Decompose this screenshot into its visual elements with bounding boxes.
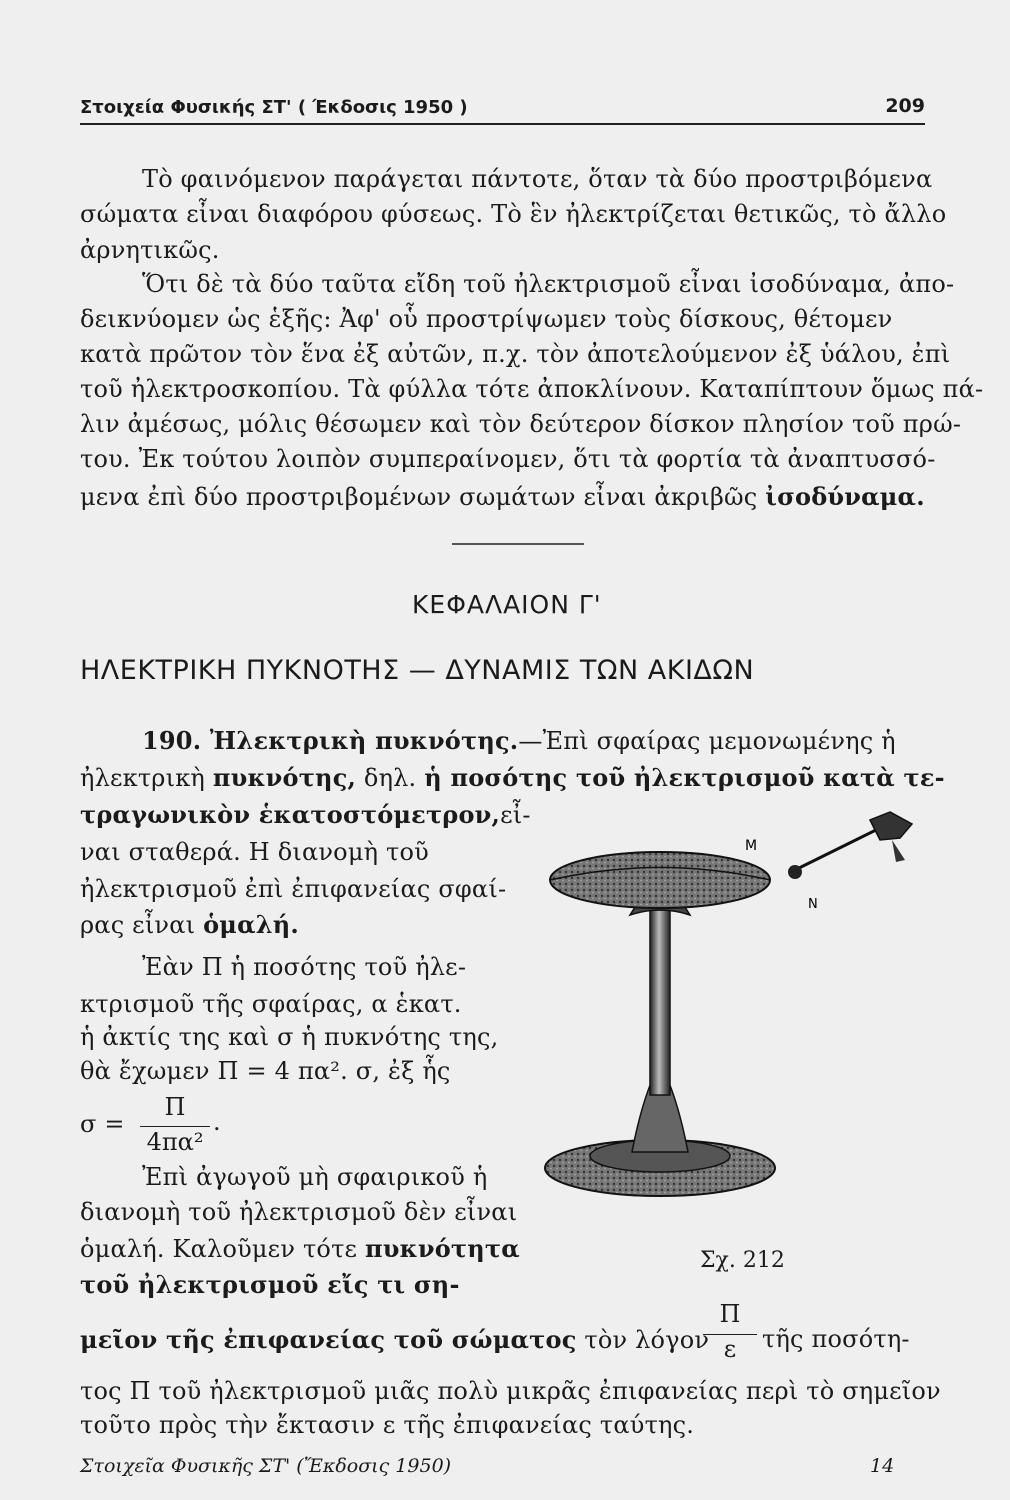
text-line [80, 1234, 520, 1263]
text-line: ναι σταθερά. Η διανομὴ τοῦ [80, 838, 429, 866]
emphasis-text: ὁμαλή. [203, 910, 299, 939]
fraction-denominator: ε [723, 1335, 737, 1363]
probe-grip [892, 840, 905, 862]
text-span: εἶ- [500, 801, 531, 829]
text-line: Ἐὰν Π ἡ ποσότης τοῦ ἠλε- [142, 953, 467, 981]
footer-text: Στοιχεῖα Φυσικῆς ΣΤ' (Ἔκδοσις 1950) [80, 1455, 452, 1477]
text-line: τοῦτο πρὸς τὴν ἔκτασιν ε τῆς ἐπιφανείας ταύτης. [80, 1411, 695, 1439]
figure-caption: Σχ. 212 [700, 1248, 785, 1273]
emphasis-text: πυκνότητα [365, 1234, 520, 1263]
text-line: Ἐπὶ ἀγωγοῦ μὴ σφαιρικοῦ ἡ [142, 1163, 488, 1191]
text-line: τοῦ ἠλεκτρισμοῦ εἴς τι ση- [80, 1270, 460, 1299]
text-line: σώματα εἶναι διαφόρου φύσεως. Τὸ ἓν ἠλεκτρίζεται θετικῶς, τὸ ἄλλο [80, 200, 947, 228]
text-line: θὰ ἔχωμεν Π = 4 πα². σ, ἐξ ἧς [80, 1057, 451, 1085]
figure-conductor-stand [540, 810, 930, 1210]
text-line [80, 763, 945, 792]
text-line: κατὰ πρῶτον τὸν ἕνα ἐξ αὐτῶν, π.χ. τὸν ἀποτελούμενον ἐξ ὑάλου, ἐπὶ [80, 340, 951, 368]
stand-pole [650, 910, 670, 1095]
chapter-title: ΗΛΕΚΤΡΙΚΗ ΠΥΚΝΟΤΗΣ — ΔΥΝΑΜΙΣ ΤΩΝ ΑΚΙΔΩΝ [80, 655, 755, 686]
text-line: λιν ἀμέσως, μόλις θέσωμεν καὶ τὸν δεύτερον δίσκον πλησίον τοῦ πρώ- [80, 410, 962, 438]
conductor-disc [550, 852, 770, 908]
running-header [80, 95, 925, 125]
text-line [80, 482, 925, 511]
probe-rod [795, 828, 880, 870]
text-line: διανομὴ τοῦ ἠλεκτρισμοῦ δὲν εἶναι [80, 1198, 518, 1226]
probe-handle [870, 812, 912, 840]
text-span: δηλ. [363, 764, 417, 792]
divider [452, 543, 584, 545]
text-line: ἠλεκτρισμοῦ ἐπὶ ἐπιφανείας σφαί- [80, 875, 507, 903]
formula-period: . [213, 1108, 221, 1136]
text-line: τοῦ ἠλεκτροσκοπίου. Τὰ φύλλα τότε ἀποκλίνουν. Καταπίπτουν ὅμως πά- [80, 375, 984, 403]
fraction-numerator: Π [719, 1300, 741, 1328]
figure-label-n: N [808, 897, 818, 912]
text-line [80, 800, 531, 829]
text-line: Ὅτι δὲ τὰ δύο ταῦτα εἴδη τοῦ ἠλεκτρισμοῦ εἶναι ἰσοδύναμα, ἀπο- [142, 270, 955, 298]
text-span: ἠλεκτρικὴ [80, 764, 205, 792]
text-line [80, 1325, 709, 1354]
emphasis-text: πυκνότης, [212, 763, 357, 792]
emphasis-text: τραγωνικὸν ἑκατοστόμετρον, [80, 800, 501, 829]
figure-label-m: M [745, 838, 758, 854]
text-line [80, 910, 299, 939]
probe-tip [788, 865, 802, 879]
text-span: —Ἐπὶ σφαίρας μεμονωμένης ἡ [518, 727, 896, 755]
section-heading: 190. Ἠλεκτρικὴ πυκνότης. [142, 726, 519, 755]
formula-numerator: Π [164, 1093, 186, 1121]
text-line: ἀρνητικῶς. [80, 236, 220, 264]
header-title: Στοιχεία Φυσικής ΣΤ' ( Έκδοσις 1950 ) [80, 97, 468, 118]
text-line: δεικνύομεν ὡς ἑξῆς: Ἀφ' οὗ προστρίψωμεν τοὺς δίσκους, θέτομεν [80, 305, 893, 333]
text-line: ἡ ἀκτίς της καὶ σ ἡ πυκνότης της, [80, 1023, 499, 1051]
text-span: τὸν λόγον [584, 1326, 710, 1354]
text-line: τος Π τοῦ ἠλεκτρισμοῦ μιᾶς πολὺ μικρᾶς ἐπιφανείας περὶ τὸ σημεῖον [80, 1377, 941, 1405]
section-heading-line [142, 726, 896, 755]
fraction-bar [140, 1126, 210, 1127]
emphasis-text: ἡ ποσότης τοῦ ἠλεκτρισμοῦ κατὰ τε- [424, 763, 945, 792]
footer-signature: 14 [870, 1455, 895, 1477]
formula-denominator: 4πα² [146, 1128, 204, 1156]
emphasis-text: μεῖον τῆς ἐπιφανείας τοῦ σώματος [80, 1325, 577, 1354]
page-number: 209 [885, 95, 925, 117]
text-span: ὁμαλή. Καλοῦμεν τότε [80, 1235, 358, 1263]
chapter-label: ΚΕΦΑΛΑΙΟΝ Γ' [412, 590, 602, 619]
emphasis-text: ἰσοδύναμα. [765, 482, 925, 511]
text-span: μενα ἐπὶ δύο προστριβομένων σωμάτων εἶναι ἀκριβῶς [80, 483, 758, 511]
formula-lhs: σ = [80, 1110, 125, 1138]
text-line: Τὸ φαινόμενον παράγεται πάντοτε, ὅταν τὰ δύο προστριβόμενα [142, 165, 933, 193]
text-line: του. Ἐκ τούτου λοιπὸν συμπεραίνομεν, ὅτι τὰ φορτία τὰ ἀναπτυσσό- [80, 445, 936, 473]
text-line-end: τῆς ποσότη- [762, 1325, 910, 1353]
text-span: ρας εἶναι [80, 911, 196, 939]
text-line: κτρισμοῦ τῆς σφαίρας, α ἑκατ. [80, 990, 462, 1018]
